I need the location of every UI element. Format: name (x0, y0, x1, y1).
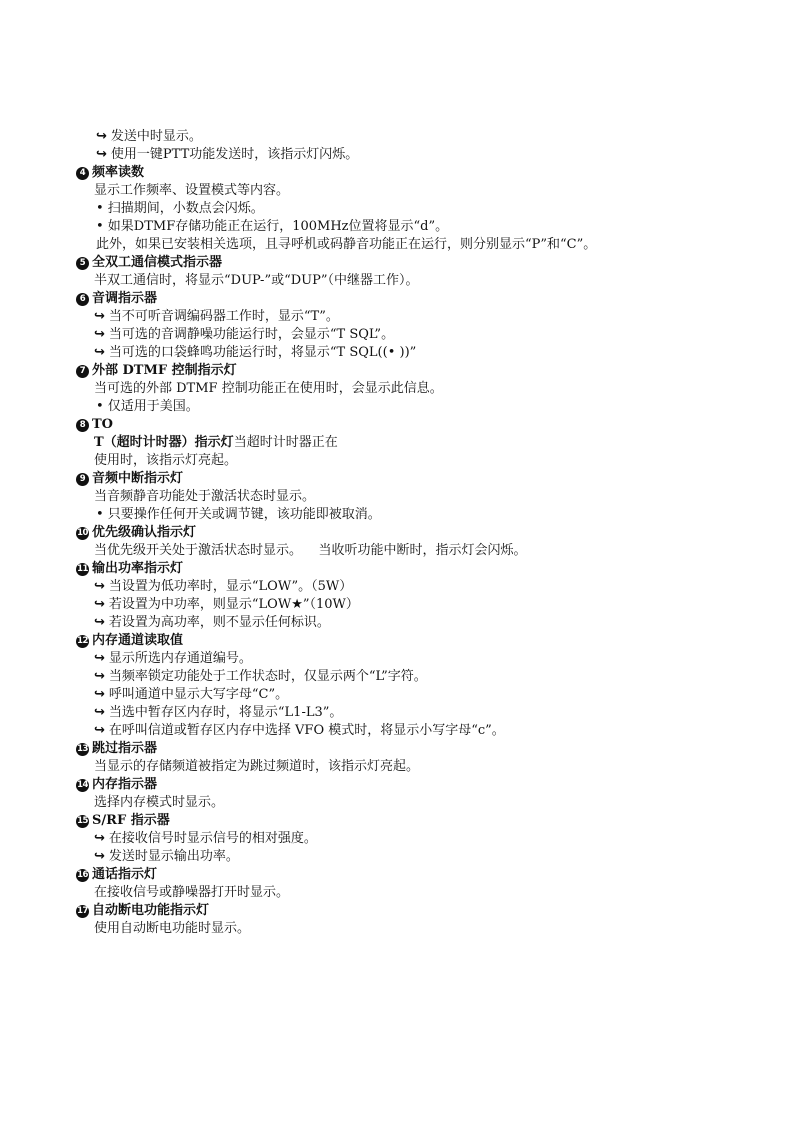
arrow-icon: ↪ (94, 687, 105, 702)
section-heading: 14 内存指示器 (77, 777, 158, 792)
circled-number: 5 (76, 257, 89, 270)
section-text: 使用时，该指示灯亮起。 (94, 453, 238, 468)
bullet-item: • 扫描期间，小数点会闪烁。 (96, 201, 264, 216)
circled-number: 6 (76, 293, 89, 306)
indicator-descriptions (76, 128, 776, 938)
section-text: 此外，如果已安装相关选项，且寻呼机或码静音功能正在运行，则分别显示“P”和“C”。 (96, 237, 597, 252)
section-heading: 16 通话指示灯 (77, 867, 158, 882)
list-item: ↪ 当不可听音调编码器工作时，显示“T”。 (94, 309, 339, 324)
section-text: T（超时计时器）指示灯当超时计时器正在 (94, 435, 338, 450)
list-item: ↪ 发送时显示输出功率。 (94, 849, 239, 864)
list-item: ↪ 若设置为高功率，则不显示任何标识。 (94, 615, 330, 630)
section-text: 当优先级开关处于激活状态时显示。 当收听功能中断时，指示灯会闪烁。 (94, 543, 527, 558)
section-text: 在接收信号或静噪器打开时显示。 (94, 885, 290, 900)
arrow-icon: ↪ (94, 831, 105, 846)
arrow-icon: ↪ (94, 651, 105, 666)
bullet-item: • 仅适用于美国。 (96, 399, 199, 414)
section-heading: 8 TO (76, 416, 776, 434)
circled-number: 17 (77, 906, 88, 916)
section-heading: 9 音频中断指示灯 (76, 470, 776, 488)
section-text: 当显示的存储频道被指定为跳过频道时，该指示灯亮起。 (94, 759, 420, 774)
circled-number: 10 (77, 528, 88, 538)
arrow-icon: ↪ (94, 705, 105, 720)
bullet-item: • 只要操作任何开关或调节键，该功能即被取消。 (96, 507, 381, 522)
circled-number: 7 (76, 365, 89, 378)
list-item: ↪ 当设置为低功率时，显示“LOW”。（5W） (94, 579, 353, 594)
section-text: 使用自动断电功能时显示。 (94, 921, 251, 936)
section-text: 当可选的外部 DTMF 控制功能正在使用时，会显示此信息。 (94, 381, 443, 396)
section-text: 选择内存模式时显示。 (94, 795, 225, 810)
arrow-icon: ↪ (94, 309, 105, 324)
circled-number: 14 (77, 780, 88, 790)
circled-number: 16 (77, 870, 88, 880)
arrow-icon: ↪ (96, 129, 107, 144)
list-item: ↪ 呼叫通道中显示大写字母“C”。 (94, 687, 289, 702)
section-text: 当音频静音功能处于激活状态时显示。 (94, 489, 316, 504)
arrow-icon: ↪ (94, 345, 105, 360)
circled-number: 12 (77, 636, 88, 646)
circled-number: 13 (77, 744, 88, 754)
section-text: 显示工作频率、设置模式等内容。 (94, 183, 290, 198)
section-heading: 10 优先级确认指示灯 (77, 525, 197, 540)
list-item: ↪ 使用一键PTT功能发送时，该指示灯闪烁。 (96, 147, 359, 162)
section-heading: 17 自动断电功能指示灯 (77, 903, 210, 918)
list-item: ↪ 当选中暂存区内存时，将显示“L1-L3”。 (94, 705, 343, 720)
section-heading: 15 S/RF 指示器 (77, 813, 170, 828)
section-heading: 12 内存通道读取值 (77, 633, 184, 648)
section-heading: 4 频率读数 (76, 164, 776, 182)
arrow-icon: ↪ (94, 327, 105, 342)
arrow-icon: ↪ (94, 849, 105, 864)
arrow-icon: ↪ (94, 669, 105, 684)
section-heading: 13 跳过指示器 (77, 741, 158, 756)
section-heading: 11 输出功率指示灯 (77, 561, 184, 576)
arrow-icon: ↪ (94, 615, 105, 630)
list-item: ↪ 发送中时显示。 (96, 129, 202, 144)
section-heading: 5 全双工通信模式指示器 (76, 254, 776, 272)
circled-number: 8 (76, 419, 89, 432)
list-item: ↪ 在接收信号时显示信号的相对强度。 (94, 831, 317, 846)
arrow-icon: ↪ (94, 597, 105, 612)
list-item: ↪ 当频率锁定功能处于工作状态时，仅显示两个“L”字符。 (94, 669, 427, 684)
circled-number: 11 (77, 564, 88, 574)
arrow-icon: ↪ (96, 147, 107, 162)
list-item: ↪ 在呼叫信道或暂存区内存中选择 VFO 模式时，将显示小写字母“c”。 (94, 723, 505, 738)
circled-number: 4 (76, 167, 89, 180)
arrow-icon: ↪ (94, 579, 105, 594)
list-item: ↪ 若设置为中功率，则显示“LOW★”（10W） (94, 597, 359, 612)
circled-number: 15 (77, 816, 88, 826)
list-item: ↪ 当可选的音调静噪功能运行时，会显示“T SQL”。 (94, 327, 395, 342)
section-heading: 7 外部 DTMF 控制指示灯 (76, 362, 776, 380)
bullet-item: • 如果DTMF存储功能正在运行，100MHz位置将显示“d”。 (96, 219, 449, 234)
list-item: ↪ 当可选的口袋蜂鸣功能运行时，将显示“T SQL((• ))” (94, 345, 417, 360)
list-item: ↪ 显示所选内存通道编号。 (94, 651, 252, 666)
section-heading: 6 音调指示器 (76, 290, 776, 308)
section-text: 半双工通信时，将显示“DUP-”或“DUP”（中继器工作）。 (94, 273, 419, 288)
circled-number: 9 (76, 473, 89, 486)
arrow-icon: ↪ (94, 723, 105, 738)
